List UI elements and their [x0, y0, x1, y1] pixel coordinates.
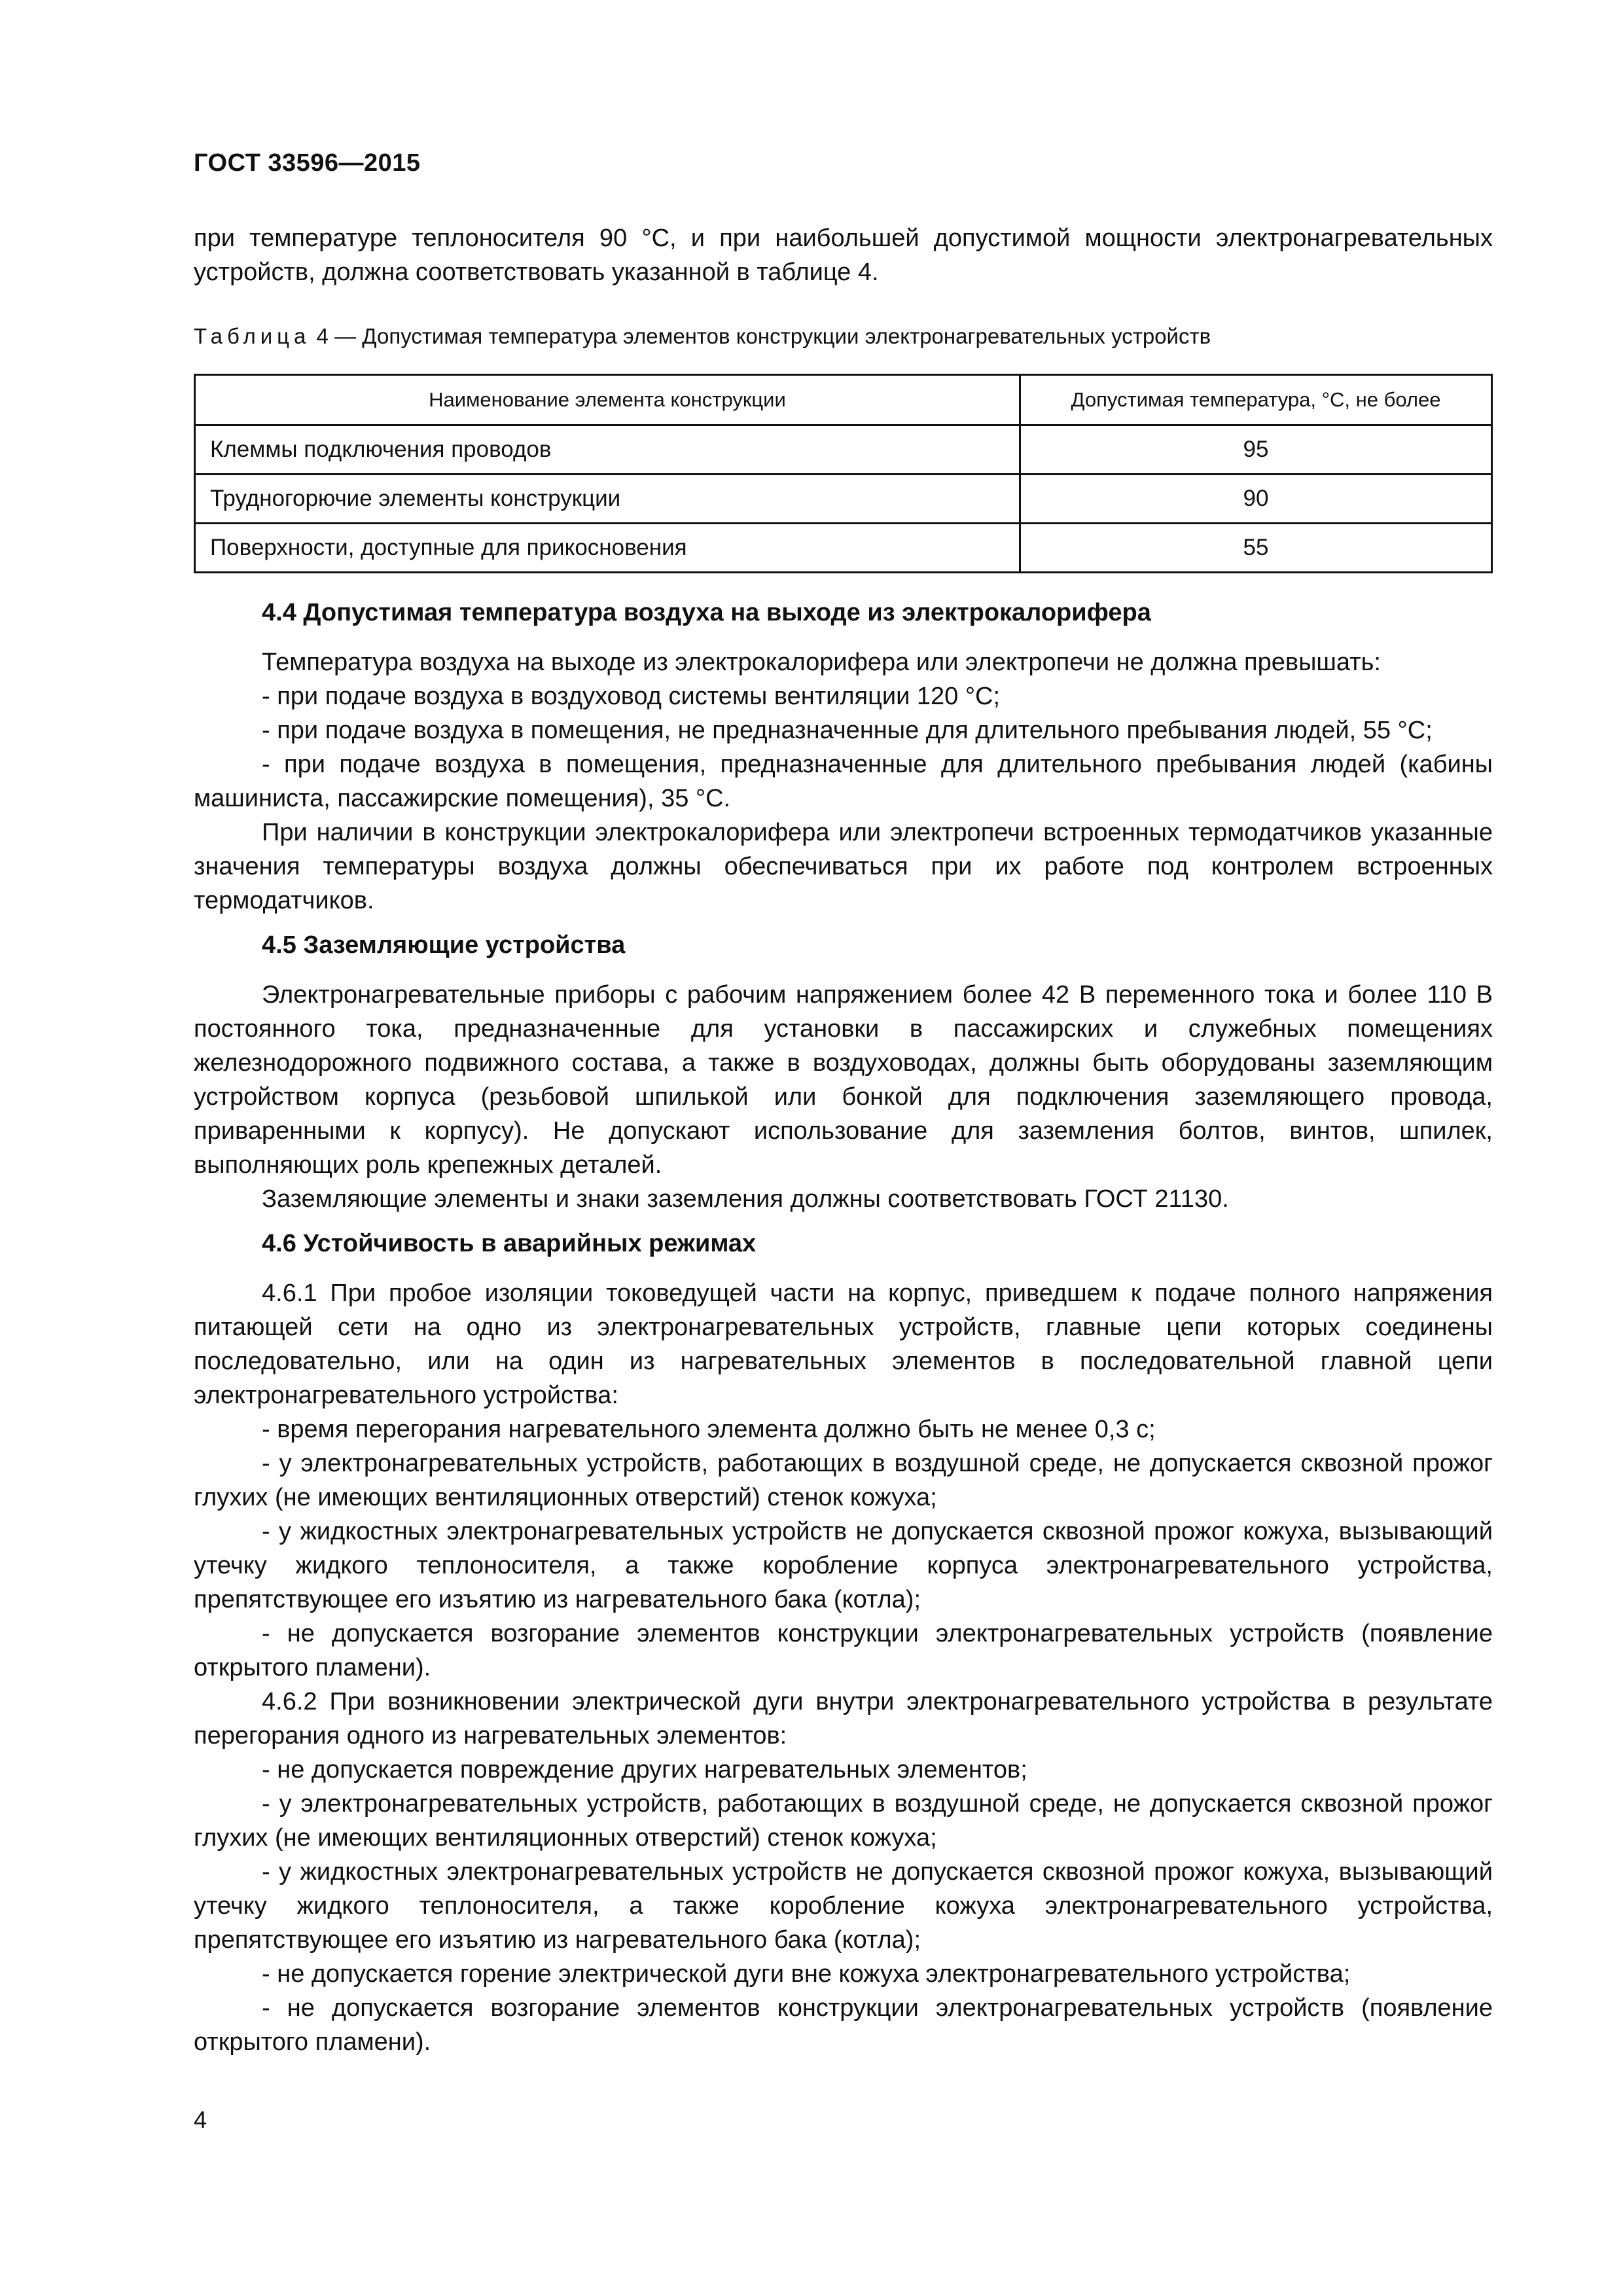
element-name-cell: Трудногорючие элементы конструкции	[195, 475, 1020, 524]
table-caption	[194, 322, 1211, 351]
clause-4-6-2-bullet: - не допускается возгорание элементов конструкции электронагревательных устройств (появление открытого пламени).	[194, 1994, 1493, 2056]
section-4-5-paragraph: Заземляющие элементы и знаки заземления должны соответствовать ГОСТ 21130.	[262, 1185, 1229, 1213]
clause-4-6-2-bullet: - у жидкостных электронагревательных устройств не допускается сквозной прожог кожуха, вызывающий утечку жидкого теплоносителя, а также коробление кожуха электронагревательного устройства, препятствующее его изъятию из нагревательного бака (котла);	[194, 1858, 1493, 1954]
intro-paragraph: при температуре теплоносителя 90 °С, и при наибольшей допустимой мощности электронагревательных устройств, должна соответствовать указанной в таблице 4.	[194, 224, 1493, 286]
temperature-value-cell: 55	[1020, 524, 1491, 573]
clause-4-6-2-bullet: - у электронагревательных устройств, работающих в воздушной среде, не допускается сквозной прожог глухих (не имеющих вентиляционных отверстий) стенок кожуха;	[194, 1790, 1493, 1852]
section-4-4-bullet: - при подаче воздуха в воздуховод системы вентиляции 120 °С;	[262, 683, 1001, 710]
temperature-value-cell: 95	[1020, 425, 1491, 475]
section-4-4-paragraph: При наличии в конструкции электрокалорифера или электропечи встроенных термодатчиков указанные значения температуры воздуха должны обеспечиваться при их работе под контролем встроенных термодатчиков.	[194, 819, 1493, 914]
section-4-5-heading: 4.5 Заземляющие устройства	[262, 931, 626, 959]
table-caption-word: Таблица	[194, 324, 311, 348]
clause-4-6-2-bullet: - не допускается повреждение других нагревательных элементов;	[262, 1756, 1027, 1784]
clause-4-6-2: 4.6.2 При возникновении электрической дуги внутри электронагревательного устройства в результате перегорания одного из нагревательных элементов:	[194, 1688, 1493, 1749]
table-row	[195, 475, 1492, 524]
clause-4-6-1: 4.6.1 При пробое изоляции токоведущей части на корпус, приведшем к подаче полного напряжения питающей сети на одно из электронагревательных устройств, главные цепи которых соединены последовательно, или на один из нагревательных элементов в последовательной главной цепи электронагревательного устройства:	[194, 1280, 1493, 1409]
section-4-4-paragraph: Температура воздуха на выходе из электрокалорифера или электропечи не должна превышать:	[262, 649, 1381, 676]
table-caption-text: 4 — Допустимая температура элементов конструкции электронагревательных устройств	[310, 324, 1211, 348]
element-name-cell: Клеммы подключения проводов	[195, 425, 1020, 475]
temperature-value-cell: 90	[1020, 475, 1491, 524]
temperature-table	[194, 374, 1493, 573]
element-name-cell: Поверхности, доступные для прикосновения	[195, 524, 1020, 573]
page-number: 4	[194, 2106, 207, 2133]
table-header-row	[195, 375, 1492, 425]
section-4-4-heading: 4.4 Допустимая температура воздуха на выходе из электрокалорифера	[262, 599, 1151, 626]
column-header-temperature: Допустимая температура, °С, не более	[1020, 375, 1491, 425]
column-header-element: Наименование элемента конструкции	[195, 375, 1020, 425]
section-4-6-heading: 4.6 Устойчивость в аварийных режимах	[262, 1230, 757, 1257]
document-code: ГОСТ 33596—2015	[194, 149, 421, 177]
clause-4-6-1-bullet: - не допускается возгорание элементов конструкции электронагревательных устройств (появление открытого пламени).	[194, 1620, 1493, 1681]
clause-4-6-1-bullet: - у жидкостных электронагревательных устройств не допускается сквозной прожог кожуха, вызывающий утечку жидкого теплоносителя, а также коробление корпуса электронагревательного устройства, препятствующее его изъятию из нагревательного бака (котла);	[194, 1518, 1493, 1613]
clause-4-6-2-bullet: - не допускается горение электрической дуги вне кожуха электронагревательного устройства;	[262, 1960, 1351, 1988]
section-4-4-bullet: - при подаче воздуха в помещения, не предназначенные для длительного пребывания людей, 55 °С;	[262, 717, 1433, 744]
section-4-5-paragraph: Электронагревательные приборы с рабочим напряжением более 42 В переменного тока и более 110 В постоянного тока, предназначенные для установки в пассажирских и служебных помещениях железнодорожного подвижного состава, а также в воздуховодах, должны быть оборудованы заземляющим устройством корпуса (резьбовой шпилькой или бонкой для подключения заземляющего провода, приваренными к корпусу). Не допускают использование для заземления болтов, винтов, шпилек, выполняющих роль крепежных деталей.	[194, 981, 1493, 1179]
clause-4-6-1-bullet: - время перегорания нагревательного элемента должно быть не менее 0,3 с;	[262, 1416, 1156, 1443]
clause-4-6-1-bullet: - у электронагревательных устройств, работающих в воздушной среде, не допускается сквозной прожог глухих (не имеющих вентиляционных отверстий) стенок кожуха;	[194, 1450, 1493, 1511]
table-row	[195, 425, 1492, 475]
section-4-4-bullet: - при подаче воздуха в помещения, предназначенные для длительного пребывания людей (кабины машиниста, пассажирские помещения), 35 °С.	[194, 751, 1493, 812]
table-row	[195, 524, 1492, 573]
